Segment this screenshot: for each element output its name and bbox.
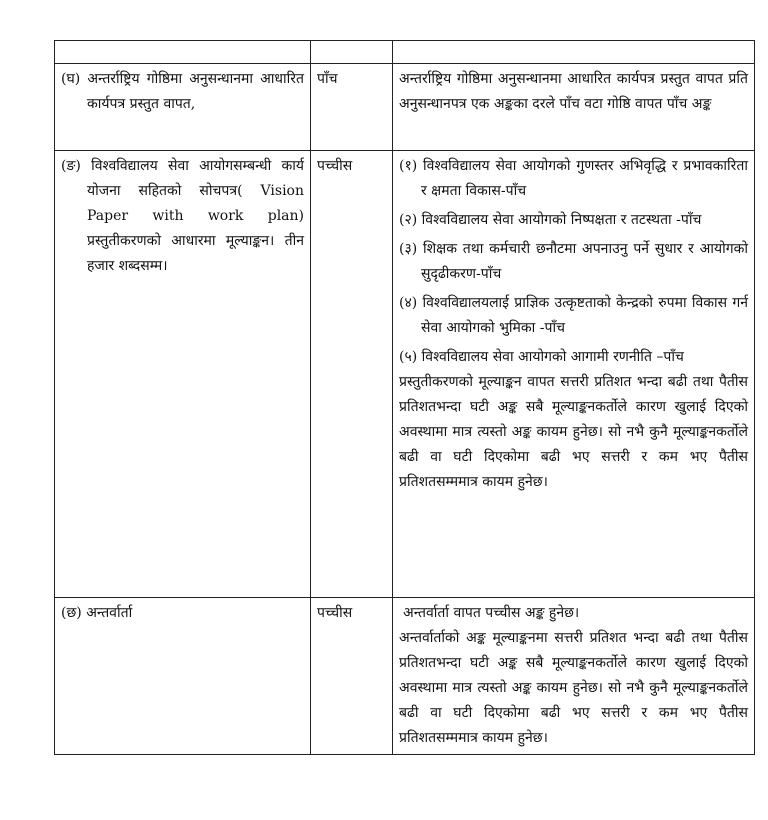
table-row xyxy=(55,151,755,598)
table-row xyxy=(55,64,755,151)
header-cell-marks xyxy=(311,41,393,64)
criterion-text: (घ) अन्तर्राष्ट्रिय गोष्ठिमा अनुसन्धानमा आधारित कार्यपत्र प्रस्तुत वापत, xyxy=(61,71,304,112)
description-cell xyxy=(393,64,755,151)
evaluation-table xyxy=(54,40,755,755)
description-cell xyxy=(393,598,755,755)
criterion-text: (ङ) विश्वविद्यालय सेवा आयोगसम्बन्धी कार्य योजना सहितको सोचपत्र( Vision Paper with work plan) प्रस्तुतीकरणको आधारमा मूल्याङ्कन। तीन हजार शब्दसम्म। xyxy=(61,158,304,274)
list-item: (१) विश्वविद्यालय सेवा आयोगको गुणस्तर अभिवृद्धि र प्रभावकारिता र क्षमता विकास-पाँच xyxy=(399,158,748,199)
interview-marks-text: अन्तर्वार्ता वापत पच्चीस अङ्क हुनेछ। xyxy=(403,605,580,621)
table-header-row xyxy=(55,41,755,64)
description-text: अन्तर्राष्ट्रिय गोष्ठिमा अनुसन्धानमा आधारित कार्यपत्र प्रस्तुत वापत प्रति अनुसन्धानपत्र एक अङ्कका दरले पाँच वटा गोष्ठि वापत पाँच अङ्क xyxy=(399,71,748,112)
criterion-text: (छ) अन्तर्वार्ता xyxy=(61,605,133,621)
header-cell-criterion xyxy=(55,41,311,64)
marks-cell: पच्चीस xyxy=(311,151,393,598)
marks-cell: पच्चीस xyxy=(311,598,393,755)
evaluation-note: प्रस्तुतीकरणको मूल्याङ्कन वापत सत्तरी प्रतिशत भन्दा बढी तथा पैतीस प्रतिशतभन्दा घटी अङ्क सबै मूल्याङ्कनकर्तोले कारण खुलाई दिएको अवस्थामा मात्र त्यस्तो अङ्क कायम हुनेछ। सो नभै कुनै मूल्याङ्कनकर्तोले बढी वा घटी दिएकोमा बढी भए सत्तरी र कम भए पैतीस प्रतिशतसम्ममात्र कायम हुनेछ। xyxy=(399,374,748,490)
criterion-cell xyxy=(55,64,311,151)
table-row xyxy=(55,598,755,755)
list-item: (२) विश्वविद्यालय सेवा आयोगको निष्पक्षता र तटस्थता -पाँच xyxy=(399,212,702,228)
header-cell-description xyxy=(393,41,755,64)
list-item: (५) विश्वविद्यालय सेवा आयोगको आगामी रणनीति –पाँच xyxy=(399,349,684,365)
list-item: (३) शिक्षक तथा कर्मचारी छनौटमा अपनाउनु पर्ने सुधार र आयोगको सुदृढीकरण-पाँच xyxy=(399,241,748,282)
list-item: (४) विश्वविद्यालयलाई प्राज्ञिक उत्कृष्टताको केन्द्रको रुपमा विकास गर्न सेवा आयोगको भुमिका -पाँच xyxy=(399,295,748,336)
marks-cell: पाँच xyxy=(311,64,393,151)
evaluation-note: अन्तर्वार्ताको अङ्क मूल्याङ्कनमा सत्तरी प्रतिशत भन्दा बढी तथा पैतीस प्रतिशतभन्दा घटी अङ्क सबै मूल्याङ्कनकर्तोले कारण खुलाई दिएको अवस्थामा मात्र त्यस्तो अङ्क कायम हुनेछ। सो नभै कुनै मूल्याङ्कनकर्तोले बढी वा घटी दिएकोमा बढी भए सत्तरी र कम भए पैतीस प्रतिशतसम्ममात्र कायम हुनेछ। xyxy=(399,630,748,746)
description-cell xyxy=(393,151,755,598)
criterion-cell xyxy=(55,598,311,755)
criterion-cell xyxy=(55,151,311,598)
